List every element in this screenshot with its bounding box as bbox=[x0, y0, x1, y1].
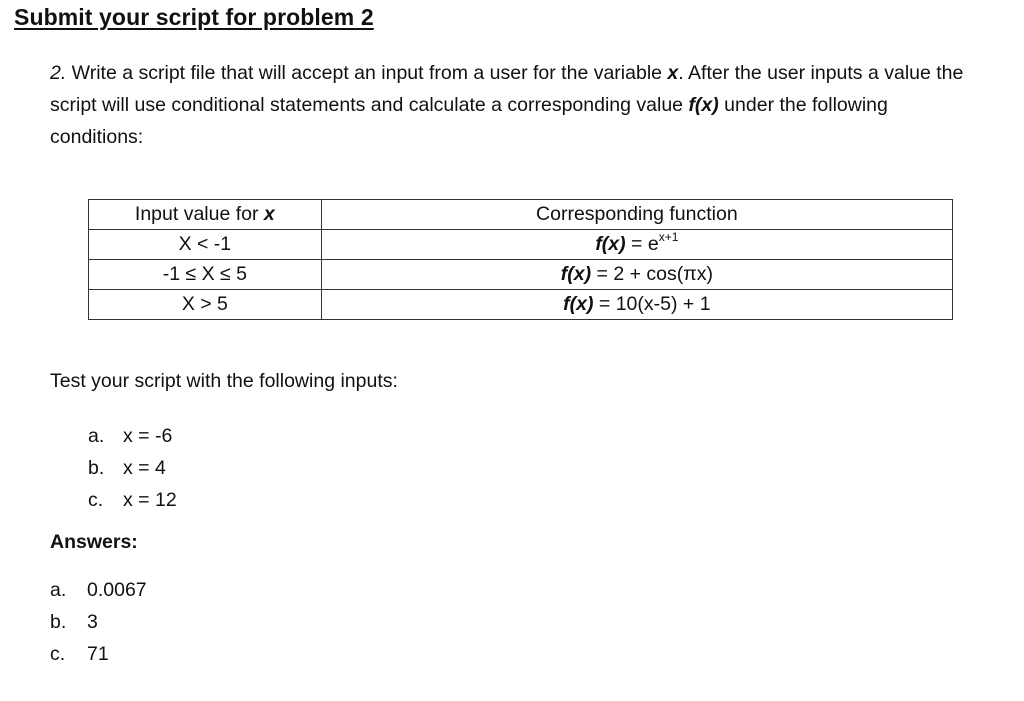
list-item bbox=[88, 452, 177, 484]
variable-x: x bbox=[667, 62, 679, 84]
header-corresponding-function: Corresponding function bbox=[321, 200, 952, 230]
list-item bbox=[50, 638, 147, 670]
answers-heading: Answers: bbox=[50, 531, 138, 553]
conditions-table bbox=[88, 199, 953, 320]
list-item bbox=[88, 420, 177, 452]
problem-number: 2. bbox=[50, 62, 67, 84]
condition-cell: -1 ≤ X ≤ 5 bbox=[89, 260, 322, 290]
function-cell bbox=[321, 230, 952, 260]
list-item bbox=[50, 574, 147, 606]
function-rhs: = e bbox=[625, 233, 659, 255]
list-item-label: a. bbox=[88, 425, 105, 447]
function-rhs: = 10(x-5) + 1 bbox=[593, 293, 711, 315]
function-fx: f(x) bbox=[688, 94, 719, 116]
test-inputs-list bbox=[88, 420, 177, 516]
table-row bbox=[89, 260, 953, 290]
fx-label: f(x) bbox=[595, 233, 626, 255]
table-header-row bbox=[89, 200, 953, 230]
function-cell bbox=[321, 260, 952, 290]
header-input-value bbox=[89, 200, 322, 230]
list-item bbox=[88, 484, 177, 516]
list-item-label: c. bbox=[50, 643, 66, 665]
list-item-value: 3 bbox=[87, 611, 98, 633]
list-item-value: 0.0067 bbox=[87, 579, 147, 601]
fx-label: f(x) bbox=[560, 263, 592, 285]
problem-text-part-2: . After the user inputs a value the script will use conditional statements and calculate a corresponding value bbox=[50, 62, 964, 116]
condition-cell: X > 5 bbox=[89, 290, 322, 320]
table-row bbox=[89, 290, 953, 320]
list-item-label: b. bbox=[88, 457, 105, 479]
page-title: Submit your script for problem 2 bbox=[14, 4, 374, 30]
condition-cell: X < -1 bbox=[89, 230, 322, 260]
function-rhs: = 2 + cos(πx) bbox=[591, 263, 713, 285]
table-row bbox=[89, 230, 953, 260]
list-item-value: x = 12 bbox=[123, 489, 177, 511]
problem-text-part-1: Write a script file that will accept an input from a user for the variable bbox=[66, 62, 668, 84]
problem-statement bbox=[50, 57, 970, 153]
exponent: x+1 bbox=[658, 230, 679, 244]
function-cell bbox=[321, 290, 952, 320]
answers-list bbox=[50, 574, 147, 670]
list-item-label: b. bbox=[50, 611, 67, 633]
list-item-label: c. bbox=[88, 489, 104, 511]
problem-text-part-3: under the following conditions: bbox=[50, 94, 888, 148]
list-item bbox=[50, 606, 147, 638]
fx-label: f(x) bbox=[563, 293, 594, 315]
list-item-value: x = 4 bbox=[123, 457, 166, 479]
list-item-value: 71 bbox=[87, 643, 109, 665]
list-item-label: a. bbox=[50, 579, 67, 601]
header-input-prefix: Input value for bbox=[134, 203, 264, 225]
list-item-value: x = -6 bbox=[123, 425, 173, 447]
header-input-var: x bbox=[263, 203, 275, 225]
test-heading: Test your script with the following inputs: bbox=[50, 370, 398, 392]
